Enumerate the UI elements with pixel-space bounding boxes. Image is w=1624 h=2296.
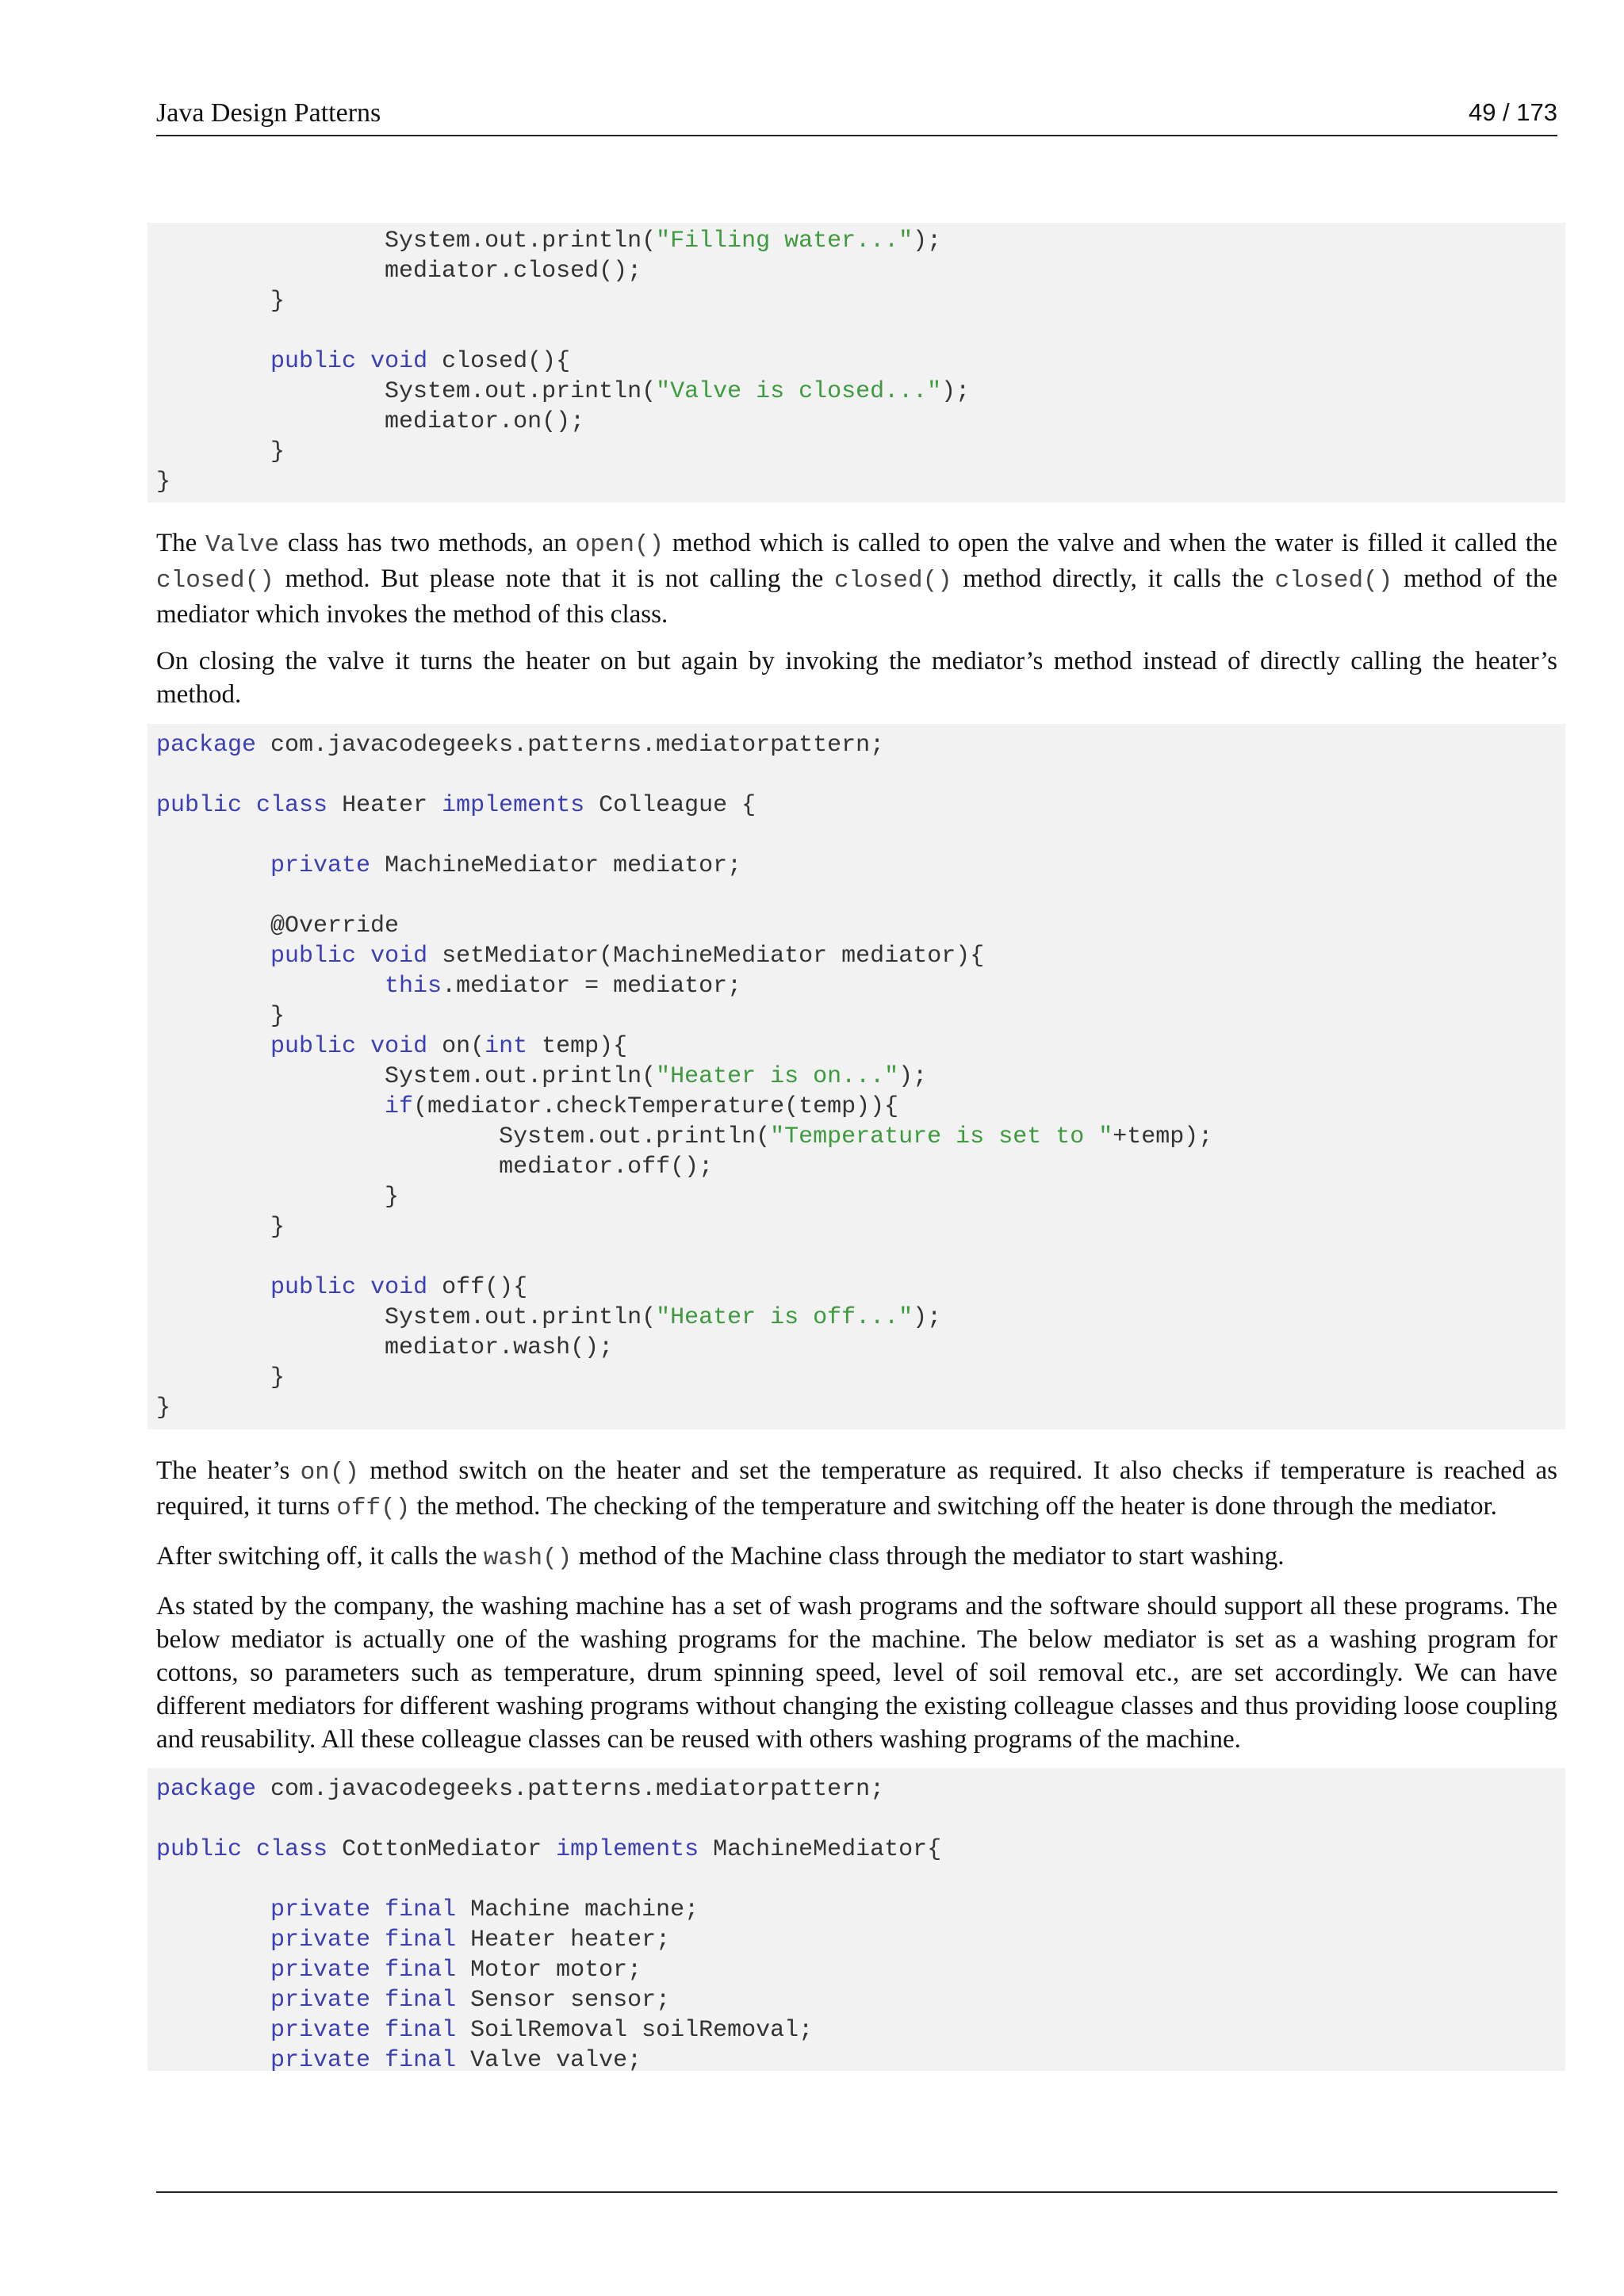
inline-code: closed() <box>1274 567 1393 595</box>
code-string: "Heater is on..." <box>656 1063 899 1090</box>
code-line <box>156 1272 1565 1303</box>
code-text: MachineMediator{ <box>699 1836 942 1863</box>
code-text <box>370 1896 385 1923</box>
code-text <box>242 792 256 819</box>
code-text <box>156 1957 270 1984</box>
code-text <box>370 2047 385 2074</box>
code-line <box>156 256 1565 286</box>
code-keyword: private <box>270 1896 371 1923</box>
inline-code: off() <box>336 1494 411 1522</box>
paragraph-valve-description <box>156 526 1557 631</box>
paragraph-text: class has two methods, an <box>279 529 576 557</box>
code-line <box>156 377 1565 407</box>
paragraph-text: method of the Machine class through the mediator to start washing. <box>572 1542 1285 1571</box>
code-keyword: final <box>385 1987 457 2014</box>
code-text: ); <box>913 1304 942 1331</box>
code-text: +temp); <box>1113 1123 1213 1150</box>
code-string: "Filling water..." <box>656 228 914 254</box>
code-keyword: private <box>270 1927 371 1954</box>
code-line <box>156 1774 1565 1804</box>
code-line <box>156 1363 1565 1393</box>
code-keyword: int <box>485 1033 528 1060</box>
code-text: } <box>156 1214 285 1241</box>
code-line <box>156 467 1565 497</box>
footer-rule <box>156 2191 1557 2193</box>
paragraph-text: On closing the valve it turns the heater on but again by invoking the mediator’s method instead of directly calling the heater’s method. <box>156 647 1557 709</box>
code-line <box>156 1393 1565 1423</box>
code-text: SoilRemoval soilRemoval; <box>456 2017 814 2044</box>
code-text: mediator.on(); <box>156 408 585 435</box>
paragraph-text: method of the mediator which invokes the method of this class. <box>156 564 1557 629</box>
code-line <box>156 941 1565 971</box>
code-keyword: package <box>156 1776 257 1803</box>
code-line <box>156 1804 1565 1835</box>
code-line <box>156 1333 1565 1363</box>
code-text <box>242 1836 256 1863</box>
code-line <box>156 1242 1565 1272</box>
code-keyword: private <box>270 1987 371 2014</box>
code-keyword: implements <box>556 1836 699 1863</box>
code-keyword: class <box>256 792 328 819</box>
code-keyword: public <box>270 348 357 375</box>
code-text <box>156 1093 385 1120</box>
code-line <box>156 2045 1565 2076</box>
code-line <box>156 821 1565 851</box>
code-text <box>370 2017 385 2044</box>
code-text <box>370 1927 385 1954</box>
code-line <box>156 346 1565 377</box>
code-text <box>156 1274 270 1301</box>
code-line <box>156 407 1565 437</box>
code-keyword: final <box>385 1927 457 1954</box>
code-line <box>156 2015 1565 2045</box>
code-keyword: private <box>270 1957 371 1984</box>
code-text: Heater heater; <box>456 1927 671 1954</box>
paragraph-text: method directly, it calls the <box>952 564 1275 593</box>
code-text <box>156 1927 270 1954</box>
code-keyword: this <box>385 973 442 1000</box>
code-text: on( <box>427 1033 485 1060</box>
code-keyword: package <box>156 732 257 759</box>
code-text: Heater <box>327 792 442 819</box>
code-text <box>156 348 270 375</box>
code-line <box>156 1092 1565 1122</box>
code-keyword: if <box>385 1093 414 1120</box>
code-keyword: private <box>270 2047 371 2074</box>
code-line <box>156 1865 1565 1895</box>
inline-code: on() <box>300 1459 359 1487</box>
code-text: ); <box>941 378 971 405</box>
code-text: } <box>156 1184 400 1211</box>
code-line <box>156 1031 1565 1062</box>
paragraph-wash-programs <box>156 1590 1557 1756</box>
code-keyword: class <box>256 1836 328 1863</box>
code-text: } <box>156 438 285 465</box>
code-string: "Heater is off..." <box>656 1304 914 1331</box>
inline-code: wash() <box>483 1544 573 1572</box>
code-keyword: public <box>270 1274 357 1301</box>
code-text: .mediator = mediator; <box>442 973 742 1000</box>
code-line <box>156 1212 1565 1242</box>
code-line <box>156 1925 1565 1955</box>
code-text: } <box>156 1003 285 1030</box>
code-keyword: public <box>156 1836 243 1863</box>
code-text: Colleague { <box>584 792 756 819</box>
code-text <box>156 1987 270 2014</box>
code-text <box>156 943 270 970</box>
code-text: @Override <box>156 913 400 939</box>
inline-code: Valve <box>205 531 280 559</box>
code-keyword: implements <box>442 792 585 819</box>
code-line <box>156 1303 1565 1333</box>
code-text <box>156 852 270 879</box>
code-keyword: public <box>156 792 243 819</box>
code-line <box>156 971 1565 1001</box>
code-text: Machine machine; <box>456 1896 699 1923</box>
code-keyword: void <box>370 1274 428 1301</box>
code-text: System.out.println( <box>156 228 657 254</box>
code-text <box>370 1987 385 2014</box>
code-text: System.out.println( <box>156 1063 657 1090</box>
code-text: ); <box>898 1063 928 1090</box>
code-keyword: void <box>370 943 428 970</box>
paragraph-closing-valve <box>156 645 1557 711</box>
code-keyword: void <box>370 1033 428 1060</box>
code-block-cotton-mediator <box>147 1768 1565 2074</box>
code-keyword: private <box>270 2017 371 2044</box>
code-text: System.out.println( <box>156 378 657 405</box>
code-text: } <box>156 469 171 496</box>
code-text: System.out.println( <box>156 1123 771 1150</box>
code-line <box>156 1835 1565 1865</box>
code-line <box>156 730 1565 760</box>
code-line <box>156 1955 1565 1985</box>
code-text <box>356 943 370 970</box>
code-text <box>356 348 370 375</box>
paragraph-text: method which is called to open the valve and when the water is filled it called the <box>664 529 1557 557</box>
code-keyword: void <box>370 348 428 375</box>
code-text: com.javacodegeeks.patterns.mediatorpattern; <box>256 732 885 759</box>
code-line <box>156 881 1565 911</box>
code-keyword: final <box>385 2017 457 2044</box>
code-line <box>156 1985 1565 2015</box>
code-line <box>156 316 1565 346</box>
code-text: mediator.wash(); <box>156 1334 614 1361</box>
code-keyword: final <box>385 1957 457 1984</box>
inline-code: closed() <box>833 567 952 595</box>
page-header <box>156 95 1557 136</box>
code-keyword: final <box>385 1896 457 1923</box>
code-text: setMediator(MachineMediator mediator){ <box>427 943 985 970</box>
paragraph-text: The <box>156 529 206 557</box>
code-text: closed(){ <box>427 348 571 375</box>
code-text: Sensor sensor; <box>456 1987 671 2014</box>
code-text: mediator.closed(); <box>156 258 642 285</box>
code-text: } <box>156 1364 285 1391</box>
code-text <box>156 973 385 1000</box>
code-block-valve <box>147 223 1565 503</box>
code-keyword: public <box>270 1033 357 1060</box>
code-text <box>156 1033 270 1060</box>
document-title: Java Design Patterns <box>156 98 381 128</box>
code-line <box>156 1062 1565 1092</box>
code-text <box>356 1274 370 1301</box>
paragraph-text: After switching off, it calls the <box>156 1542 484 1571</box>
code-string: "Temperature is set to " <box>770 1123 1113 1150</box>
code-line <box>156 760 1565 790</box>
code-line <box>156 1152 1565 1182</box>
code-line <box>156 1122 1565 1152</box>
code-text: Valve valve; <box>456 2047 642 2074</box>
paragraph-text: The heater’s <box>156 1456 301 1485</box>
code-text: off(){ <box>427 1274 528 1301</box>
page-number: 49 / 173 <box>1468 98 1557 126</box>
code-keyword: public <box>270 943 357 970</box>
code-text <box>356 1033 370 1060</box>
code-text: MachineMediator mediator; <box>370 852 742 879</box>
code-text <box>156 1896 270 1923</box>
paragraph-text: As stated by the company, the washing machine has a set of wash programs and the software should support all these programs. The below mediator is actually one of the washing programs for the machine. The below mediator is set as a washing program for cottons, so parameters such as temperature, drum spinning speed, level of soil removal etc., are set accordingly. We can have different mediators for different washing programs without changing the existing colleague classes and thus providing loose coupling and reusability. All these colleague classes can be reused with others washing programs of the machine. <box>156 1592 1557 1754</box>
code-text <box>370 1957 385 1984</box>
code-text <box>156 2047 270 2074</box>
code-text: temp){ <box>527 1033 628 1060</box>
code-text: com.javacodegeeks.patterns.mediatorpattern; <box>256 1776 885 1803</box>
code-text: System.out.println( <box>156 1304 657 1331</box>
inline-code: closed() <box>156 567 274 595</box>
code-line <box>156 437 1565 467</box>
paragraph-heater-description <box>156 1454 1557 1525</box>
paragraph-text: method. But please note that it is not calling the <box>274 564 834 593</box>
code-line <box>156 790 1565 821</box>
inline-code: open() <box>575 531 665 559</box>
code-line <box>156 851 1565 881</box>
code-line <box>156 1182 1565 1212</box>
code-text: mediator.off(); <box>156 1154 714 1181</box>
code-text: } <box>156 1395 171 1422</box>
code-text: ); <box>913 228 942 254</box>
code-text: (mediator.checkTemperature(temp)){ <box>413 1093 899 1120</box>
code-text <box>156 2017 270 2044</box>
code-text: Motor motor; <box>456 1957 642 1984</box>
code-line <box>156 1001 1565 1031</box>
code-line <box>156 226 1565 256</box>
code-text: CottonMediator <box>327 1836 557 1863</box>
code-line <box>156 286 1565 316</box>
paragraph-text: the method. The checking of the temperature and switching off the heater is done through the mediator. <box>410 1492 1497 1521</box>
code-string: "Valve is closed..." <box>656 378 942 405</box>
paragraph-text: method switch on the heater and set the temperature as required. It also checks if temperature is reached as required, it turns <box>156 1456 1557 1521</box>
paragraph-after-switching-off <box>156 1540 1557 1575</box>
code-keyword: private <box>270 852 371 879</box>
code-text: } <box>156 288 285 315</box>
code-line <box>156 911 1565 941</box>
code-line <box>156 1895 1565 1925</box>
code-keyword: final <box>385 2047 457 2074</box>
code-block-heater <box>147 724 1565 1429</box>
